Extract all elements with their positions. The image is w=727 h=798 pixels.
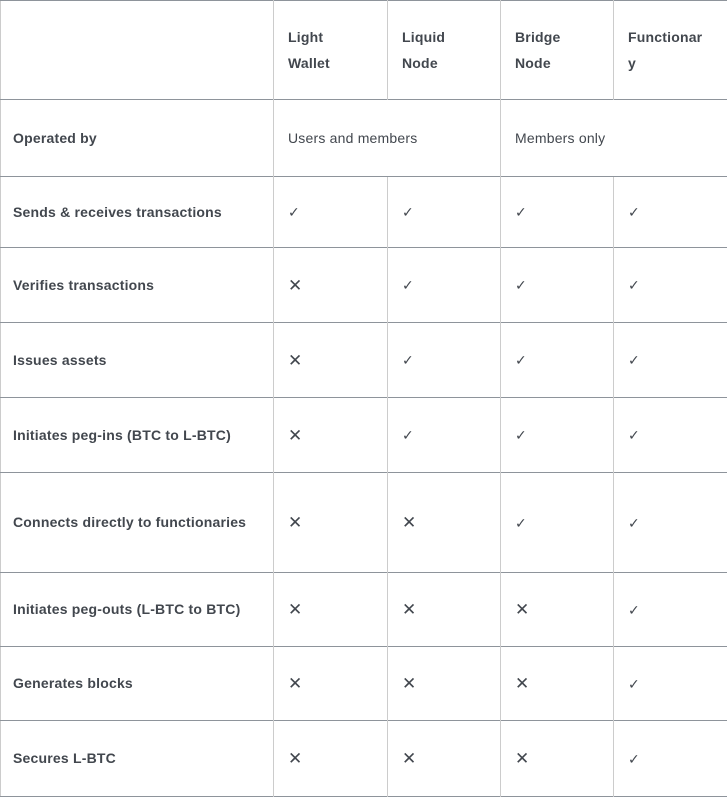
table-row-verifies xyxy=(1,248,727,323)
check-icon: ✓ xyxy=(628,427,640,443)
check-icon: ✓ xyxy=(515,352,527,368)
cross-icon: ✕ xyxy=(288,600,303,619)
table-cell xyxy=(388,473,501,573)
table-cell xyxy=(274,177,388,248)
check-icon: ✓ xyxy=(628,352,640,368)
table-cell xyxy=(501,647,614,721)
cross-icon: ✕ xyxy=(515,600,530,619)
table-cell xyxy=(388,248,501,323)
table-cell xyxy=(614,323,727,398)
check-icon: ✓ xyxy=(515,514,527,531)
table-row-sends-receives xyxy=(1,177,727,248)
check-icon: ✓ xyxy=(515,427,527,443)
check-icon: ✓ xyxy=(402,352,414,368)
table-row-peg-ins xyxy=(1,398,727,473)
column-header-label: Bridge Node xyxy=(515,29,561,71)
row-label: Verifies transactions xyxy=(1,248,274,323)
cross-icon: ✕ xyxy=(288,674,303,693)
cross-icon: ✕ xyxy=(402,513,417,532)
row-label-operated-by: Operated by xyxy=(1,100,274,177)
table-cell xyxy=(274,573,388,647)
table-cell xyxy=(614,721,727,797)
table-cell xyxy=(388,573,501,647)
check-icon: ✓ xyxy=(402,277,414,293)
cross-icon: ✕ xyxy=(402,600,417,619)
column-header-bridge-node xyxy=(501,1,614,100)
row-label: Sends & receives transactions xyxy=(1,177,274,248)
cross-icon: ✕ xyxy=(288,350,303,370)
table-row-issues-assets xyxy=(1,323,727,398)
check-icon: ✓ xyxy=(402,427,414,443)
column-header-label: Functionary xyxy=(628,29,703,71)
cross-icon: ✕ xyxy=(288,513,303,532)
table-row-connects-functionaries xyxy=(1,473,727,573)
table-row-peg-outs xyxy=(1,573,727,647)
table-cell xyxy=(388,721,501,797)
check-icon: ✓ xyxy=(288,204,300,220)
check-icon: ✓ xyxy=(628,514,640,531)
table-cell xyxy=(614,473,727,573)
table-cell xyxy=(388,647,501,721)
header-empty-cell xyxy=(1,1,274,100)
row-label: Generates blocks xyxy=(1,647,274,721)
operated-value-users-and-members: Users and members xyxy=(274,100,501,177)
table-cell xyxy=(501,721,614,797)
cross-icon: ✕ xyxy=(402,749,417,768)
table-cell xyxy=(388,177,501,248)
row-label: Issues assets xyxy=(1,323,274,398)
table-cell xyxy=(388,323,501,398)
table-cell xyxy=(274,248,388,323)
table-cell xyxy=(501,573,614,647)
table-cell xyxy=(501,177,614,248)
operated-by-row xyxy=(1,100,727,177)
column-header-liquid-node xyxy=(388,1,501,100)
column-header-label: Liquid Node xyxy=(402,29,446,71)
check-icon: ✓ xyxy=(515,277,527,293)
table-row-secures-lbtc xyxy=(1,721,727,797)
row-label: Secures L-BTC xyxy=(1,721,274,797)
column-header-light-wallet xyxy=(274,1,388,100)
table-cell xyxy=(388,398,501,473)
check-icon: ✓ xyxy=(628,204,640,220)
table-cell xyxy=(614,177,727,248)
table-row-generates-blocks xyxy=(1,647,727,721)
cross-icon: ✕ xyxy=(515,749,530,768)
row-label: Connects directly to functionaries xyxy=(1,473,274,573)
cross-icon: ✕ xyxy=(288,749,303,768)
check-icon: ✓ xyxy=(402,204,414,220)
column-header-functionary xyxy=(614,1,727,100)
column-header-label: Light Wallet xyxy=(288,29,330,71)
cross-icon: ✕ xyxy=(288,275,303,295)
table-cell xyxy=(274,398,388,473)
table-cell xyxy=(274,473,388,573)
table-cell xyxy=(274,721,388,797)
check-icon: ✓ xyxy=(628,277,640,293)
check-icon: ✓ xyxy=(515,204,527,220)
table-cell xyxy=(501,398,614,473)
header-row xyxy=(1,1,727,100)
operated-value-members-only: Members only xyxy=(501,100,727,177)
table-cell xyxy=(501,323,614,398)
table-cell xyxy=(614,398,727,473)
row-label: Initiates peg-ins (BTC to L-BTC) xyxy=(1,398,274,473)
check-icon: ✓ xyxy=(628,675,640,692)
check-icon: ✓ xyxy=(628,601,640,618)
cross-icon: ✕ xyxy=(288,425,303,445)
table-cell xyxy=(614,647,727,721)
check-icon: ✓ xyxy=(628,750,640,767)
cross-icon: ✕ xyxy=(515,674,530,693)
table-cell xyxy=(274,647,388,721)
table-cell xyxy=(501,473,614,573)
row-label: Initiates peg-outs (L-BTC to BTC) xyxy=(1,573,274,647)
cross-icon: ✕ xyxy=(402,674,417,693)
table-cell xyxy=(274,323,388,398)
table-cell xyxy=(614,573,727,647)
table-cell xyxy=(614,248,727,323)
table-cell xyxy=(501,248,614,323)
